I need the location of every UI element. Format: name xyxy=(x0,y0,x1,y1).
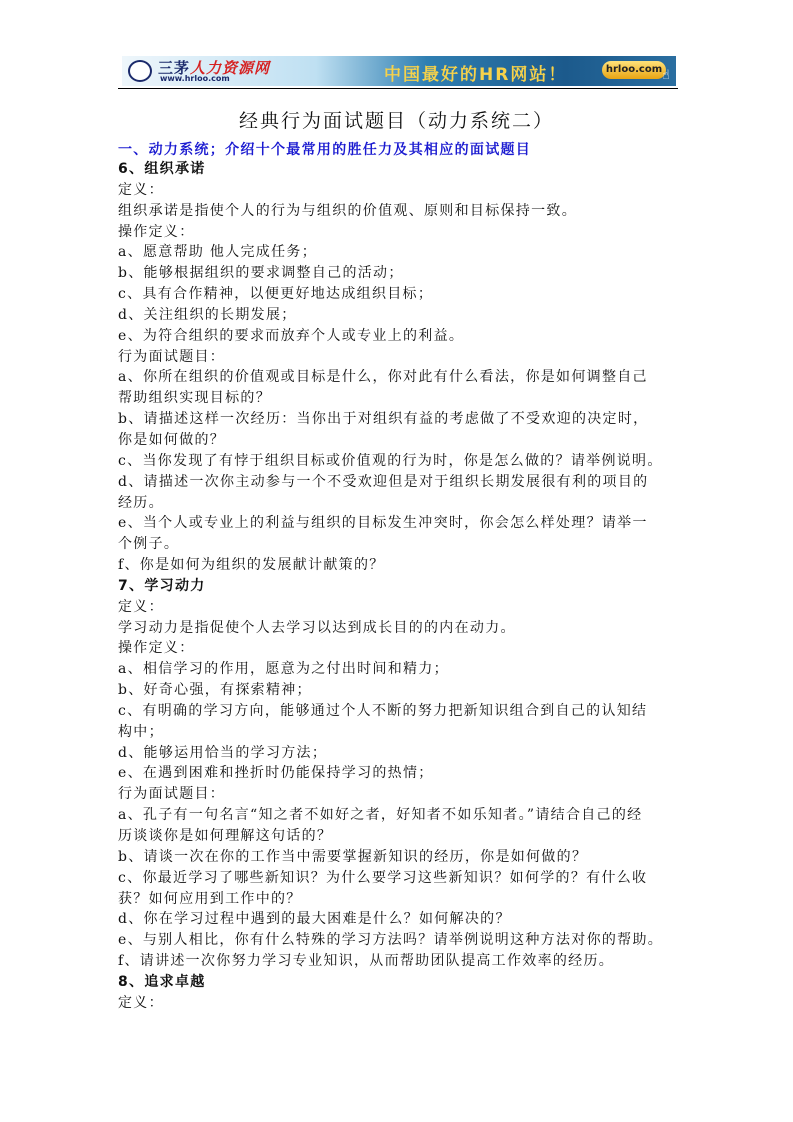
text-line: b、请谈一次在你的工作当中需要掌握新知识的经历，你是如何做的？ xyxy=(118,848,588,865)
text-line: 组织承诺是指使个人的行为与组织的价值观、原则和目标保持一致。 xyxy=(118,202,577,219)
text-line: d、你在学习过程中遇到的最大困难是什么？如何解决的？ xyxy=(118,911,511,928)
text-line: f、你是如何为组织的发展献计献策的？ xyxy=(118,557,385,574)
text-line: 经历。 xyxy=(118,494,164,511)
text-line: 定义： xyxy=(118,181,164,198)
competency-heading: 7、学习动力 xyxy=(118,577,206,594)
text-line: e、在遇到困难和挫折时仍能保持学习的热情； xyxy=(118,765,434,782)
text-line: a、愿意帮助 他人完成任务； xyxy=(118,244,317,261)
text-line: e、为符合组织的要求而放弃个人或专业上的利益。 xyxy=(118,327,465,344)
text-line: 行为面试题目： xyxy=(118,786,226,803)
section-heading: 一、动力系统；介绍十个最常用的胜任力及其相应的面试题目 xyxy=(118,142,532,158)
text-line: 你是如何做的？ xyxy=(118,431,226,448)
page-title: 经典行为面试题目（动力系统二） xyxy=(238,110,554,132)
document-body xyxy=(118,159,678,1014)
text-line: 定义： xyxy=(118,994,164,1011)
text-line: c、你最近学习了哪些新知识？为什么要学习这些新知识？如何学的？有什么收 xyxy=(118,869,648,886)
text-line: a、相信学习的作用，愿意为之付出时间和精力； xyxy=(118,661,449,678)
text-line: 获？如何应用到工作中的？ xyxy=(118,890,302,907)
text-line: b、好奇心强，有探索精神； xyxy=(118,682,312,699)
text-line: b、请描述这样一次经历：当你出于对组织有益的考虑做了不受欢迎的决定时， xyxy=(118,411,649,428)
text-line: e、与别人相比，你有什么特殊的学习方法吗？请举例说明这种方法对你的帮助。 xyxy=(118,932,664,949)
site-link-button[interactable]: hrloo.com xyxy=(602,61,666,79)
text-line: a、你所在组织的价值观或目标是什么，你对此有什么看法，你是如何调整自己 xyxy=(118,369,648,386)
logo-text-red: 人力资源网 xyxy=(190,59,271,77)
logo-icon xyxy=(128,60,152,82)
text-line: c、有明确的学习方向，能够通过个人不断的努力把新知识组合到自己的认知结 xyxy=(118,702,648,719)
text-line: 帮助组织实现目标的？ xyxy=(118,390,271,407)
banner-slogan: 中国最好的HR网站！ xyxy=(384,65,568,85)
text-line: 定义： xyxy=(118,598,164,615)
text-line: 操作定义： xyxy=(118,223,195,240)
text-line: 行为面试题目： xyxy=(118,348,226,365)
logo-text-dark: 三茅 xyxy=(158,59,191,77)
text-line: 操作定义： xyxy=(118,640,195,657)
logo-url: www.hrloo.com xyxy=(160,74,230,83)
text-line: b、能够根据组织的要求调整自己的活动； xyxy=(118,265,404,282)
text-line: d、能够运用恰当的学习方法； xyxy=(118,744,328,761)
text-line: a、孔子有一句名言“知之者不如好之者，好知者不如乐知者。”请结合自己的经 xyxy=(118,807,643,824)
hand-cursor-icon: ☝ xyxy=(662,68,670,83)
competency-heading: 6、组织承诺 xyxy=(118,161,206,177)
competency-heading: 8、追求卓越 xyxy=(118,973,206,990)
text-line: f、请讲述一次你努力学习专业知识，从而帮助团队提高工作效率的经历。 xyxy=(118,953,615,970)
hrloo-banner[interactable] xyxy=(122,56,676,86)
text-line: d、关注组织的长期发展； xyxy=(118,306,297,323)
text-line: d、请描述一次你主动参与一个不受欢迎但是对于组织长期发展很有利的项目的 xyxy=(118,473,649,490)
text-line: c、当你发现了有悖于组织目标或价值观的行为时，你是怎么做的？请举例说明。 xyxy=(118,452,663,469)
text-line: 个例子。 xyxy=(118,536,180,553)
text-line: 历谈谈你是如何理解这句话的？ xyxy=(118,828,333,844)
text-line: e、当个人或专业上的利益与组织的目标发生冲突时，你会怎么样处理？请举一 xyxy=(118,515,648,532)
header-divider xyxy=(118,88,678,89)
text-line: 构中； xyxy=(118,723,164,740)
text-line: 学习动力是指促使个人去学习以达到成长目的的内在动力。 xyxy=(118,619,516,636)
text-line: c、具有合作精神，以便更好地达成组织目标； xyxy=(118,286,434,303)
